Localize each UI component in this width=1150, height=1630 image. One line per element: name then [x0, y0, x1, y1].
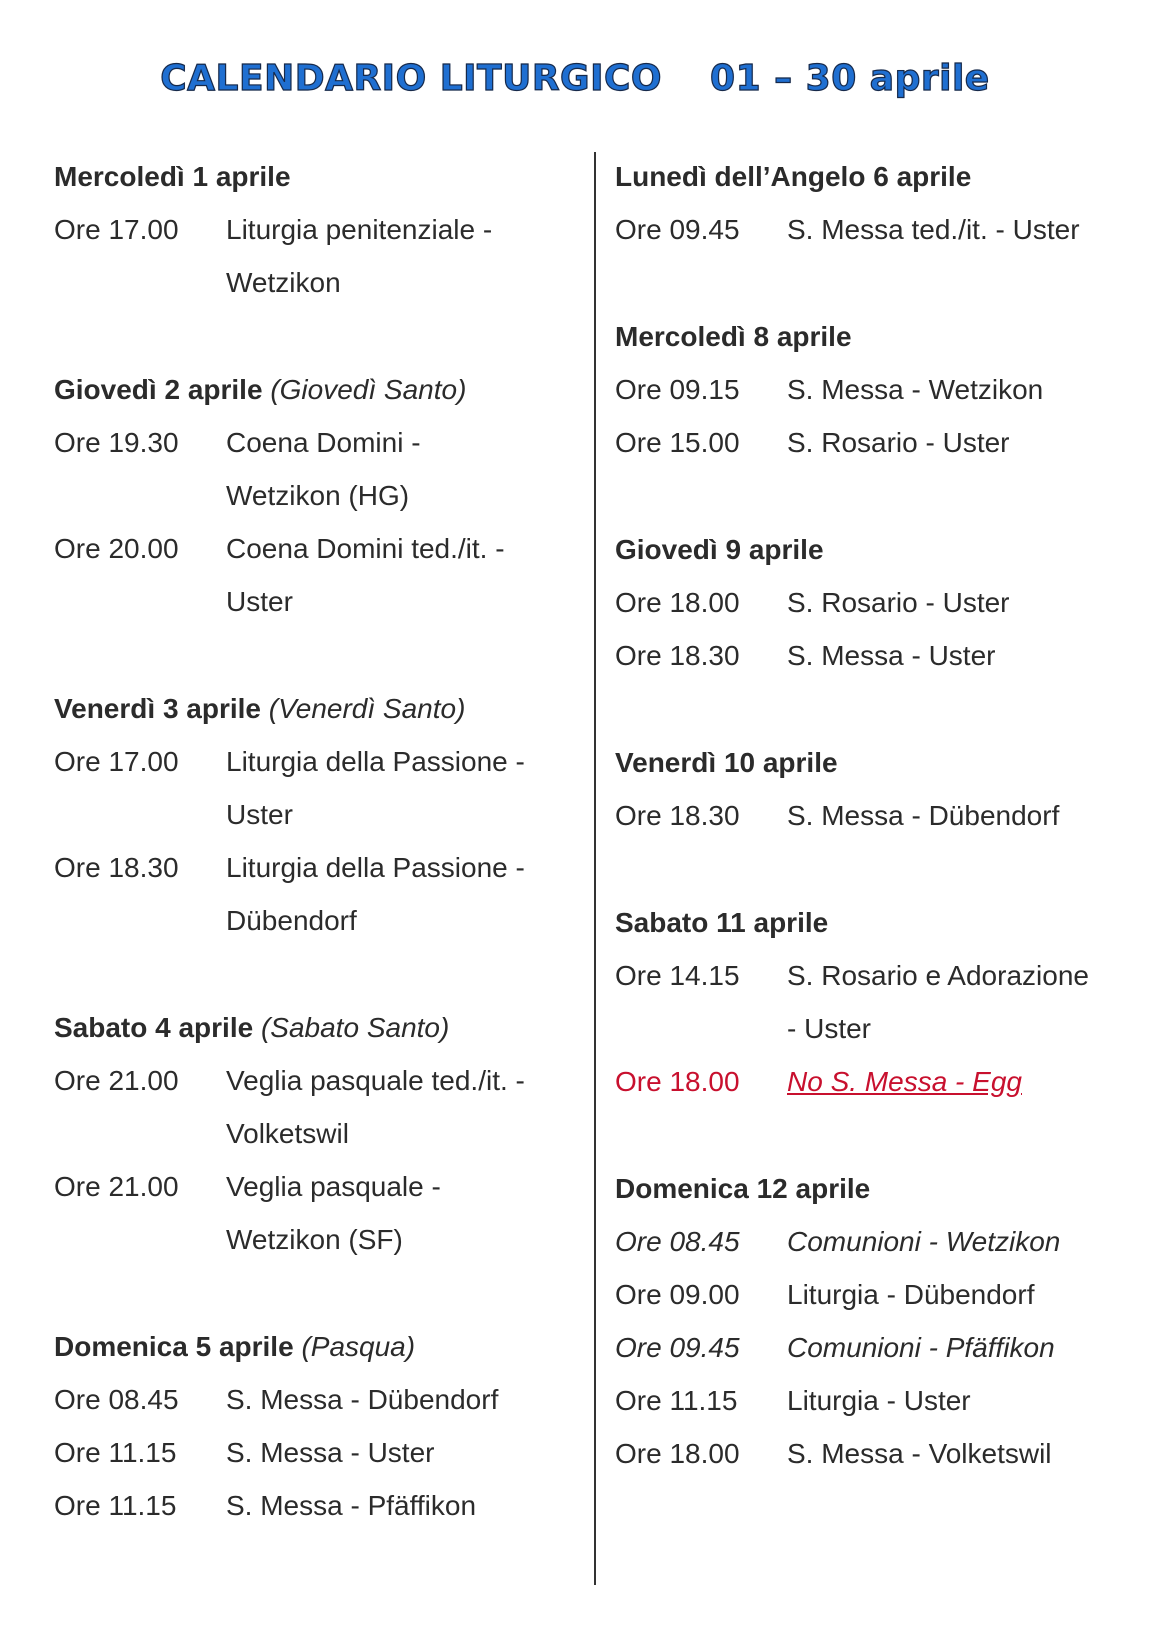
date-range: 01 – 30 aprile — [710, 58, 990, 99]
day-block-mercoledi-8-aprile — [615, 310, 1135, 469]
schedule-entry — [54, 1054, 584, 1160]
entry-time: Ore 09.45 — [615, 214, 740, 245]
entry-line: Liturgia della Passione - — [226, 746, 525, 777]
schedule-entry — [54, 203, 584, 309]
day-title-text: Sabato 11 aprile — [615, 907, 829, 938]
entry-description — [787, 576, 1135, 629]
schedule-entry — [615, 416, 1135, 469]
entry-line: Wetzikon (HG) — [226, 480, 410, 511]
day-note: (Venerdì Santo) — [268, 693, 466, 724]
schedule-entry — [54, 416, 584, 522]
entry-time: Ore 17.00 — [54, 746, 179, 777]
day-title — [615, 736, 1135, 789]
entry-line: S. Messa ted./it. - Uster — [787, 214, 1080, 245]
day-title — [615, 523, 1135, 576]
schedule-entry — [615, 1055, 1135, 1108]
schedule-entry — [54, 1479, 584, 1532]
entry-time: Ore 09.15 — [615, 374, 740, 405]
entry-time: Ore 15.00 — [615, 427, 740, 458]
entry-line: S. Rosario - Uster — [787, 427, 1010, 458]
entry-description — [226, 416, 584, 522]
day-title-text: Lunedì dell’Angelo 6 aprile — [615, 161, 972, 192]
entry-line: S. Messa - Uster — [226, 1437, 435, 1468]
page-title — [0, 58, 1150, 99]
day-block-venerdi-3-aprile — [54, 682, 584, 947]
schedule-entry — [615, 1321, 1135, 1374]
entry-line: S. Messa - Pfäffikon — [226, 1490, 477, 1521]
entry-line: Liturgia della Passione - — [226, 852, 525, 883]
day-note: (Pasqua) — [301, 1331, 416, 1362]
schedule-entry — [54, 841, 584, 947]
day-block-sabato-11-aprile — [615, 896, 1135, 1108]
day-title-text: Giovedì 9 aprile — [615, 534, 824, 565]
day-title — [615, 1162, 1135, 1215]
entry-description — [226, 1054, 584, 1160]
day-note: (Giovedì Santo) — [270, 374, 467, 405]
column-divider — [594, 152, 596, 1585]
day-block-domenica-12-aprile — [615, 1162, 1135, 1480]
schedule-entry — [615, 1427, 1135, 1480]
entry-line: S. Rosario e Adorazione — [787, 960, 1089, 991]
entry-line: Comunioni - Pfäffikon — [787, 1332, 1055, 1363]
entry-description — [226, 1160, 584, 1266]
day-title-text: Sabato 4 aprile — [54, 1012, 254, 1043]
schedule-entry — [54, 522, 584, 628]
entry-time: Ore 11.15 — [615, 1385, 738, 1416]
entry-description — [787, 1374, 1135, 1427]
day-title — [54, 363, 584, 416]
schedule-entry — [615, 576, 1135, 629]
day-block-venerdi-10-aprile — [615, 736, 1135, 842]
entry-time: Ore 11.15 — [54, 1490, 177, 1521]
entry-time: Ore 18.30 — [615, 800, 740, 831]
entry-time: Ore 21.00 — [54, 1065, 179, 1096]
day-block-mercoledi-1-aprile — [54, 150, 584, 309]
entry-line: Uster — [226, 586, 293, 617]
entry-line: Volketswil — [226, 1118, 349, 1149]
entry-description — [226, 1426, 584, 1479]
day-title-text: Mercoledì 8 aprile — [615, 321, 852, 352]
day-block-lunedi-dell-angelo-6-aprile — [615, 150, 1135, 256]
day-note: (Sabato Santo) — [260, 1012, 450, 1043]
entry-line: Comunioni - Wetzikon — [787, 1226, 1061, 1257]
schedule-entry — [54, 1426, 584, 1479]
entry-time: Ore 09.45 — [615, 1332, 740, 1363]
day-title — [615, 310, 1135, 363]
entry-description — [787, 629, 1135, 682]
schedule-entry — [615, 629, 1135, 682]
entry-description — [787, 1268, 1135, 1321]
day-title — [615, 896, 1135, 949]
day-block-sabato-4-aprile — [54, 1001, 584, 1266]
day-title-text: Venerdì 3 aprile — [54, 693, 261, 724]
schedule-entry — [615, 949, 1135, 1055]
day-title — [615, 150, 1135, 203]
entry-line: Dübendorf — [226, 905, 357, 936]
day-block-giovedi-2-aprile — [54, 363, 584, 628]
entry-time: Ore 18.00 — [615, 1066, 740, 1097]
entry-time: Ore 14.15 — [615, 960, 740, 991]
entry-line: S. Messa - Dübendorf — [226, 1384, 499, 1415]
schedule-entry — [615, 363, 1135, 416]
day-title-text: Domenica 5 aprile — [54, 1331, 294, 1362]
entry-time: Ore 18.00 — [615, 1438, 740, 1469]
entry-description — [226, 1373, 584, 1426]
entry-time: Ore 18.30 — [615, 640, 740, 671]
entry-line: Wetzikon — [226, 267, 341, 298]
entry-description — [787, 363, 1135, 416]
entry-description — [226, 522, 584, 628]
schedule-entry — [54, 735, 584, 841]
entry-description — [787, 1215, 1135, 1268]
entry-time: Ore 20.00 — [54, 533, 179, 564]
entry-line: S. Messa - Volketswil — [787, 1438, 1052, 1469]
entry-description — [787, 789, 1135, 842]
entry-time: Ore 08.45 — [615, 1226, 740, 1257]
entry-line: No S. Messa - Egg — [787, 1066, 1022, 1097]
day-block-domenica-5-aprile — [54, 1320, 584, 1532]
entry-line: - Uster — [787, 1013, 871, 1044]
schedule-entry — [615, 1215, 1135, 1268]
day-title-text: Giovedì 2 aprile — [54, 374, 263, 405]
entry-description — [226, 841, 584, 947]
entry-description — [787, 203, 1135, 256]
title-text: CALENDARIO LITURGICO — [160, 58, 663, 99]
entry-line: S. Messa - Uster — [787, 640, 996, 671]
left-column — [54, 150, 584, 1586]
entry-line: Coena Domini - — [226, 427, 421, 458]
schedule-entry — [615, 1268, 1135, 1321]
entry-time: Ore 11.15 — [54, 1437, 177, 1468]
entry-line: Wetzikon (SF) — [226, 1224, 403, 1255]
entry-time: Ore 08.45 — [54, 1384, 179, 1415]
entry-description — [226, 203, 584, 309]
entry-description — [787, 1055, 1135, 1108]
entry-line: Liturgia - Dübendorf — [787, 1279, 1035, 1310]
entry-line: Coena Domini ted./it. - — [226, 533, 505, 564]
day-title — [54, 1320, 584, 1373]
entry-description — [787, 949, 1135, 1055]
entry-time: Ore 18.00 — [615, 587, 740, 618]
entry-line: Liturgia - Uster — [787, 1385, 971, 1416]
day-title-text: Venerdì 10 aprile — [615, 747, 838, 778]
entry-description — [787, 1427, 1135, 1480]
entry-description — [226, 735, 584, 841]
entry-line: Uster — [226, 799, 293, 830]
schedule-entry — [54, 1160, 584, 1266]
schedule-entry — [615, 203, 1135, 256]
day-block-giovedi-9-aprile — [615, 523, 1135, 682]
entry-time: Ore 19.30 — [54, 427, 179, 458]
day-title — [54, 150, 584, 203]
right-column — [615, 150, 1135, 1534]
entry-line: S. Rosario - Uster — [787, 587, 1010, 618]
entry-line: S. Messa - Dübendorf — [787, 800, 1060, 831]
schedule-entry — [615, 789, 1135, 842]
entry-description — [787, 416, 1135, 469]
entry-description — [787, 1321, 1135, 1374]
entry-line: S. Messa - Wetzikon — [787, 374, 1044, 405]
day-title-text: Mercoledì 1 aprile — [54, 161, 291, 192]
entry-description — [226, 1479, 584, 1532]
entry-time: Ore 17.00 — [54, 214, 179, 245]
entry-time: Ore 21.00 — [54, 1171, 179, 1202]
schedule-entry — [54, 1373, 584, 1426]
entry-line: Veglia pasquale ted./it. - — [226, 1065, 525, 1096]
entry-line: Veglia pasquale - — [226, 1171, 441, 1202]
day-title — [54, 1001, 584, 1054]
entry-time: Ore 18.30 — [54, 852, 179, 883]
entry-time: Ore 09.00 — [615, 1279, 740, 1310]
entry-line: Liturgia penitenziale - — [226, 214, 493, 245]
day-title-text: Domenica 12 aprile — [615, 1173, 871, 1204]
day-title — [54, 682, 584, 735]
schedule-entry — [615, 1374, 1135, 1427]
